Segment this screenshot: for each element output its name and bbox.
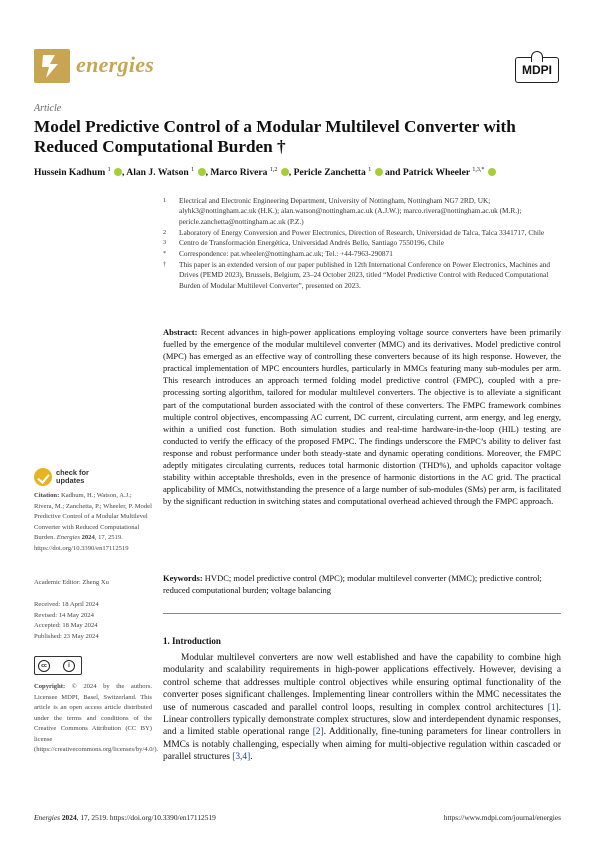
extended-version-note	[163, 260, 563, 291]
affiliation-text: Electrical and Electronic Engineering Department, University of Nottingham, Nottingham NG7 2RD, UK; alyhk3@nottingham.ac.uk (H.K.); alan.watson@nottingham.ac.uk (A.J.W.); marco.rivera@nottingham.ac.uk (M.R.); pericle.zanchetta@nottingham.ac.uk (P.Z.)	[179, 196, 522, 226]
author-list	[34, 167, 559, 178]
affiliation-text: Centro de Transformación Energética, Universidad Andrés Bello, Santiago 7550196, Chile	[179, 238, 444, 248]
citation-block	[34, 491, 152, 554]
keywords-label: Keywords:	[163, 573, 203, 583]
footer-journal: Energies	[34, 813, 60, 822]
author-affiliation-mark: 1,2	[269, 167, 278, 173]
abstract-text: Recent advances in high-power applications employing voltage source converters have been primarily fuelled by the emergence of the modular multilevel converter (MMC) and its derivatives. Model predictive control (MPC) has emerged as an effective way of controlling these converters because of its high response. However, the practical implementation of MPC encounters hurdles, particularly in MMCs featuring many sub-modules per arm. This research introduces an approach termed folding model predictive control (FMPC), coupled with a pre-processing sorting algorithm, tailored for modular multilevel converters. The objective is to alleviate a significant part of the computational burden associated with the control of these converters. The FMPC framework combines multiple control objectives, encompassing AC current, DC current, circulating current, arm energy, and leg energy, within a unified cost function. Both simulation studies and real-time hardware-in-the-loop (HIL) testing are conducted to verify the efficacy of the proposed FMPC. The findings underscore the FMPC’s ability to deliver fast response and robust performance under both steady-state and dynamic operating conditions. Moreover, the FMPC adeptly mitigates circulating currents, reduces total harmonic distortion (THD%), and upholds capacitor voltage stability within acceptable thresholds, even in the presence of harmonic distortions in the AC grid. The practical applicability of MMCs, notwithstanding the presence of a large number of sub-modules (SMs) per arm, is facilitated by the significant reduction in switching states and computational overhead achieved through the FMPC approach.	[163, 327, 562, 507]
author-affiliation-mark: 1,3,*	[472, 167, 485, 173]
paper-title: Model Predictive Control of a Modular Multilevel Converter with Reduced Computational Burden †	[34, 117, 516, 156]
author-separator: and	[382, 167, 403, 179]
section-heading: 1. Introduction	[163, 636, 221, 646]
author-name[interactable]: Patrick Wheeler	[402, 167, 470, 179]
author-separator: ,	[122, 167, 127, 179]
author-name[interactable]: Hussein Kadhum	[34, 167, 106, 179]
affiliation-mark: *	[163, 250, 167, 258]
date-published: Published: 23 May 2024	[34, 632, 99, 640]
attribution-icon: i	[63, 660, 75, 672]
intro-text: . Additionally, fine-tuning parameters for linear controllers in MMCs is notably challenging, especially when aiming for multi-objective regulation within cascaded or parallel structures	[163, 727, 561, 763]
affiliation-text: Correspondence: pat.wheeler@nottingham.ac.uk; Tel.: +44-7963-290871	[179, 249, 393, 259]
intro-text: .	[250, 752, 253, 763]
reference-link[interactable]: [1]	[547, 702, 559, 713]
affiliation-text: Laboratory of Energy Conversion and Power Electronics, Direction of Research, Universidad de Talca, Talca 3341717, Chile	[179, 227, 545, 237]
footer-journal-url[interactable]: https://www.mdpi.com/journal/energies	[443, 813, 561, 822]
check-for-updates-label: check for updates	[56, 468, 89, 486]
orcid-icon[interactable]	[375, 168, 383, 176]
copyright-block	[34, 682, 159, 756]
affiliation-mark: 3	[163, 239, 167, 247]
citation-journal: Energies	[56, 534, 80, 541]
check-icon	[34, 468, 52, 486]
cc-icon: cc	[38, 660, 50, 672]
author-affiliation-mark: 1	[368, 167, 372, 173]
affiliations	[163, 196, 563, 292]
citation-text: Kadhum, H.; Watson, A.J.; Rivera, M.; Zanchetta, P.; Wheeler, P. Model Predictive Control of a Modular Multilevel Converter with Reduced Computational Burden.	[34, 492, 152, 541]
keywords	[163, 572, 561, 596]
affiliation-text: This paper is an extended version of our paper published in 12th International Conference on Power Electronics, Machines and Drives (PEMD 2023), Brussels, Belgium, 23–24 October 2023, titled “Model Predictive Control with Reduced Computational Burden of Modular Multilevel Converter”, presented on 2023.	[179, 260, 551, 290]
author-affiliation-mark: 1	[107, 167, 111, 173]
affiliation-mark: 2	[163, 228, 167, 236]
footer-doi[interactable]: , 17, 2519. https://doi.org/10.3390/en17112519	[76, 813, 216, 822]
copyright-label: Copyright:	[34, 683, 66, 690]
reference-link[interactable]: [3,4]	[232, 752, 251, 763]
author-affiliation-mark: 1	[191, 167, 195, 173]
intro-paragraph	[163, 652, 561, 764]
author-name[interactable]: Alan J. Watson	[126, 167, 189, 179]
check-for-updates-button[interactable]	[34, 468, 126, 488]
author-separator: ,	[205, 167, 211, 179]
publisher-logo: MDPI	[515, 57, 559, 83]
publication-dates	[34, 600, 152, 642]
author-name[interactable]: Marco Rivera	[210, 167, 268, 179]
orcid-icon[interactable]	[114, 168, 122, 176]
author-separator: ,	[288, 167, 294, 179]
date-accepted: Accepted: 18 May 2024	[34, 622, 98, 629]
academic-editor: Academic Editor: Zheng Xu	[34, 579, 109, 586]
cc-by-license-icon[interactable]	[34, 656, 82, 675]
journal-logo	[34, 49, 70, 83]
keywords-text: HVDC; model predictive control (MPC); modular multilevel converter (MMC); predictive control; reduced computational burden; voltage balancing	[163, 573, 542, 596]
orcid-icon[interactable]	[488, 168, 496, 176]
date-revised: Revised: 14 May 2024	[34, 611, 94, 619]
footer-year: 2024	[61, 813, 77, 822]
section-divider	[163, 613, 561, 614]
reference-link[interactable]: [2]	[312, 727, 324, 738]
citation-label: Citation:	[34, 492, 60, 499]
footer-citation	[34, 813, 216, 822]
correspondence-item	[163, 249, 563, 259]
citation-year: 2024	[81, 534, 95, 541]
orcid-icon[interactable]	[281, 168, 289, 176]
journal-name: energies	[76, 52, 155, 77]
date-received: Received: 18 April 2024	[34, 601, 99, 608]
affiliation-item	[163, 196, 563, 227]
orcid-icon[interactable]	[198, 168, 206, 176]
intro-text: . Linear controllers typically demonstrate complex structures, slow and interdependent dynamic responses, and a limited stable operational range	[163, 702, 561, 738]
copyright-text: © 2024 by the authors. Licensee MDPI, Basel, Switzerland. This article is an open access article distributed under the terms and conditions of the Creative Commons Attribution (CC BY) license (https://creativecommons.org/licenses/by/4.0/).	[34, 683, 159, 753]
affiliation-mark: †	[163, 261, 167, 268]
affiliation-mark: 1	[163, 197, 167, 204]
abstract-label: Abstract:	[163, 327, 198, 337]
article-type: Article	[34, 103, 62, 114]
affiliation-item	[163, 228, 563, 238]
author-name[interactable]: Pericle Zanchetta	[293, 167, 366, 179]
citation-doi[interactable]: , 17, 2519. https://doi.org/10.3390/en17112519	[34, 534, 129, 552]
intro-text: Modular multilevel converters are now well established and have the capability to combine high modularity and scalability requirements in high-power applications effectively. However, devising a control scheme that addresses multiple control objectives while ensuring optimal functionality of the converter poses significant challenges. Implementing linear controllers within the MMC necessitates the use of numerous cascaded and parallel control loops, resulting in complex control architectures	[163, 653, 561, 713]
affiliation-item	[163, 238, 563, 248]
abstract	[163, 326, 561, 507]
